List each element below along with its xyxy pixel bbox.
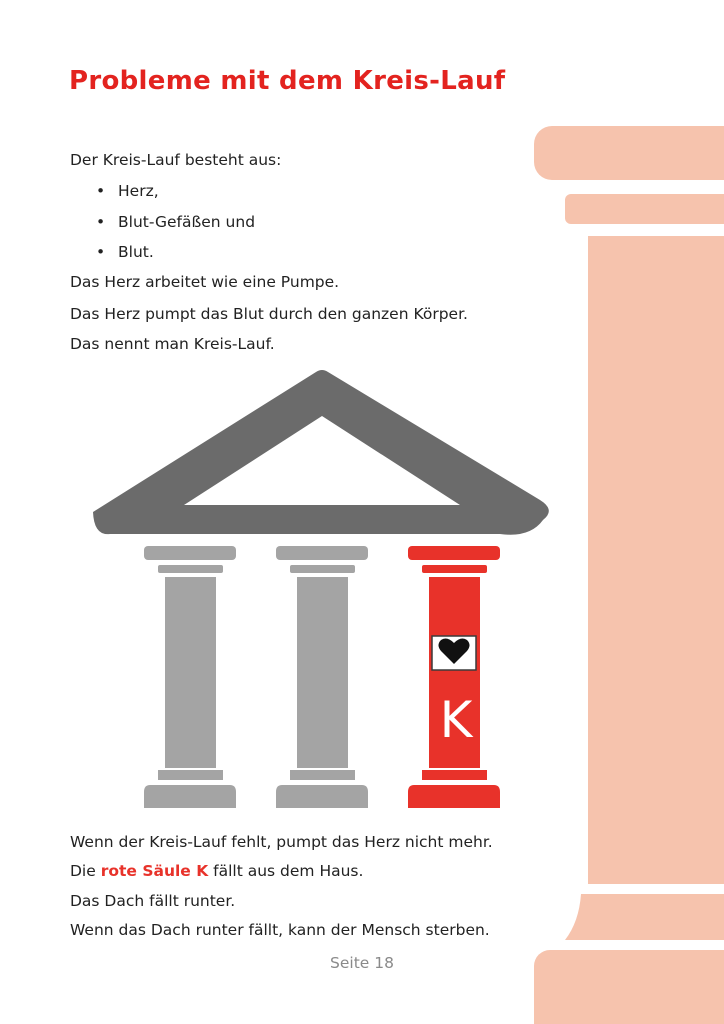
bullet-icon: • — [96, 243, 106, 261]
red-pillar-k — [408, 546, 500, 808]
body-text: Das Herz arbeitet wie eine Pumpe. — [70, 273, 340, 291]
list-item-text: Herz, — [118, 182, 159, 200]
intro-text: Der Kreis-Lauf besteht aus: — [70, 151, 282, 169]
pillar-letter-k: K — [439, 691, 473, 749]
list-item-text: Blut. — [118, 243, 154, 261]
gray-pillar-left — [144, 546, 236, 808]
body-text: Wenn der Kreis-Lauf fehlt, pumpt das Herz nicht mehr. — [70, 833, 493, 851]
highlight-red-pillar: rote Säule K — [100, 862, 209, 880]
text-suffix: fällt aus dem Haus. — [208, 862, 364, 880]
body-text: Das Dach fällt runter. — [70, 892, 236, 910]
text-prefix: Die — [70, 862, 101, 880]
bullet-icon: • — [96, 182, 106, 200]
gray-pillar-middle — [276, 546, 368, 808]
list-item-text: Blut-Gefäßen und — [118, 213, 256, 231]
body-text: Das Herz pumpt das Blut durch den ganzen Körper. — [70, 305, 468, 323]
body-text: Das nennt man Kreis-Lauf. — [70, 335, 275, 353]
page-number: Seite 18 — [330, 954, 394, 972]
temple-roof — [93, 370, 549, 535]
page-title: Probleme mit dem Kreis-Lauf — [69, 66, 506, 96]
bullet-icon: • — [96, 213, 106, 231]
body-text — [70, 861, 363, 881]
heart-sign — [432, 636, 476, 670]
body-text: Wenn das Dach runter fällt, kann der Mensch sterben. — [70, 921, 490, 939]
